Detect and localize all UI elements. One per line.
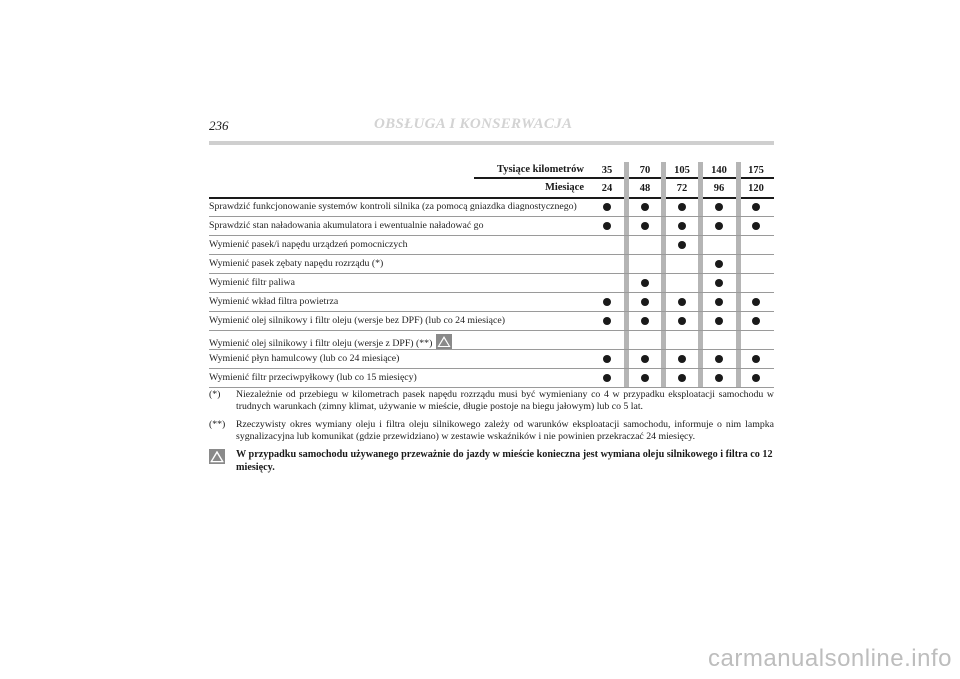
row-label [209,239,408,250]
km-value: 140 [711,165,727,176]
row-label-text: Wymienić olej silnikowy i filtr oleju (wersje bez DPF) (lub co 24 miesiące) [209,315,505,326]
service-dot [678,298,686,306]
column-divider [698,293,703,311]
service-dot [715,374,723,382]
service-dot [603,317,611,325]
column-divider [661,217,666,235]
month-value: 96 [713,183,725,194]
table-body [209,198,774,388]
column-divider [661,331,666,349]
column-divider [698,217,703,235]
row-label-text: Sprawdzić stan naładowania akumulatora i ewentualnie naładować go [209,220,484,231]
column-divider [624,274,629,292]
column-divider [736,350,741,368]
service-dot [715,260,723,268]
column-divider [736,369,741,387]
service-dot [715,279,723,287]
column-divider [624,331,629,349]
km-value: 105 [674,165,690,176]
table-row [209,255,774,274]
column-divider [624,162,629,198]
row-label-text: Sprawdzić funkcjonowanie systemów kontroli silnika (za pomocą gniazdka diagnostycznego) [209,201,577,212]
column-divider [698,312,703,330]
column-divider [736,236,741,254]
row-label [209,258,383,269]
table-row [209,331,774,350]
table-row [209,293,774,312]
footnote [209,389,774,413]
service-dot [715,298,723,306]
service-dot [603,374,611,382]
month-value: 48 [639,183,651,194]
row-label-text: Wymienić wkład filtra powietrza [209,296,339,307]
column-divider [624,350,629,368]
column-divider [736,274,741,292]
column-divider [698,255,703,273]
service-dot [678,374,686,382]
service-dot [752,222,760,230]
row-label-text: Wymienić pasek/i napędu urządzeń pomocniczych [209,239,408,250]
footnotes [209,389,774,474]
column-divider [624,198,629,216]
column-divider [661,312,666,330]
service-dot [678,355,686,363]
row-label-text: Wymienić pasek zębaty napędu rozrządu (*) [209,258,384,269]
footnote-text: Rzeczywisty okres wymiany oleju i filtra oleju silnikowego zależy od warunków eksploatacji samochodu, informuje o nim lampka sygnalizacyjna lub komunikat (gdzie przewidziano) w zestawie wskaźników i nie powinien przekraczać 24 miesięcy. [236,419,774,442]
service-dot [752,374,760,382]
service-dot [678,222,686,230]
service-dot [641,222,649,230]
column-divider [661,162,666,198]
column-divider [698,162,703,198]
table-row [209,369,774,388]
column-divider [624,255,629,273]
month-value: 72 [676,183,688,194]
table-header [209,162,774,198]
maintenance-table [209,162,774,388]
column-divider [698,369,703,387]
header-values-rule [584,177,774,179]
row-label [209,315,505,326]
row-label [209,372,417,383]
column-divider [698,236,703,254]
column-divider [624,293,629,311]
row-label-text: Wymienić filtr przeciwpyłkowy (lub co 15 miesięcy) [209,372,417,383]
column-divider [736,198,741,216]
column-divider [736,162,741,198]
footnote-mark: (*) [209,389,221,400]
page-number: 236 [209,118,229,133]
column-divider [624,217,629,235]
column-divider [624,369,629,387]
column-divider [736,293,741,311]
service-dot [603,355,611,363]
column-divider [736,331,741,349]
page-header [209,116,774,146]
column-divider [661,293,666,311]
table-row [209,274,774,293]
service-dot [641,374,649,382]
service-dot [678,317,686,325]
column-divider [736,217,741,235]
warning-note [209,449,774,474]
month-value: 24 [601,183,613,194]
service-dot [641,203,649,211]
row-label [209,220,483,231]
service-dot [715,317,723,325]
column-divider [736,255,741,273]
column-divider [698,350,703,368]
service-dot [641,355,649,363]
watermark: carmanualsonline.info [708,645,952,672]
column-divider [698,274,703,292]
service-dot [641,317,649,325]
column-divider [661,255,666,273]
table-row [209,350,774,369]
warning-note-text: W przypadku samochodu używanego przeważnie do jazdy w mieście konieczna jest wymiana oleju silnikowego i filtra co 12 miesięcy. [236,449,773,473]
row-label-text: Wymienić olej silnikowy i filtr oleju (wersje z DPF) (**) [209,338,433,349]
service-dot [715,222,723,230]
km-value: 70 [639,165,651,176]
row-label [209,334,452,349]
table-row [209,217,774,236]
km-value: 175 [748,165,764,176]
table-row [209,312,774,331]
column-divider [698,198,703,216]
column-divider [661,350,666,368]
column-divider [661,369,666,387]
footnote [209,419,774,443]
service-dot [752,298,760,306]
row-label-text: Wymienić filtr paliwa [209,277,295,288]
service-dot [678,203,686,211]
row-label [209,201,577,212]
service-dot [603,222,611,230]
header-rule [209,141,774,145]
column-divider [661,274,666,292]
km-label: Tysiące kilometrów [497,164,584,175]
notes-list [209,389,774,443]
column-divider [624,236,629,254]
table-row [209,198,774,217]
month-value: 120 [748,183,764,194]
row-label [209,296,338,307]
column-divider [698,331,703,349]
column-divider [661,236,666,254]
service-dot [752,317,760,325]
column-divider [624,312,629,330]
service-dot [715,355,723,363]
header-label-rule [474,177,584,179]
column-divider [736,312,741,330]
footnote-text: Niezależnie od przebiegu w kilometrach pasek napędu rozrządu musi być wymieniany co 4 w przypadku eksploatacji samochodu w trudnych warunkach (zimny klimat, używanie w mieście, długie postoje na biegu jałowym) lub co 5 lat. [236,389,774,412]
service-dot [678,241,686,249]
service-dot [752,203,760,211]
service-dot [641,279,649,287]
km-value: 35 [601,165,613,176]
service-dot [752,355,760,363]
warning-triangle-icon [209,449,225,464]
column-divider [661,198,666,216]
service-dot [641,298,649,306]
service-dot [603,298,611,306]
table-row [209,236,774,255]
service-dot [603,203,611,211]
service-dot [715,203,723,211]
section-title: OBSŁUGA I KONSERWACJA [374,116,573,132]
row-label [209,353,399,364]
row-label-text: Wymienić płyn hamulcowy (lub co 24 miesiące) [209,353,400,364]
row-label [209,277,295,288]
months-label: Miesiące [544,182,584,193]
warning-triangle-icon [436,334,452,349]
footnote-mark: (**) [209,419,226,430]
